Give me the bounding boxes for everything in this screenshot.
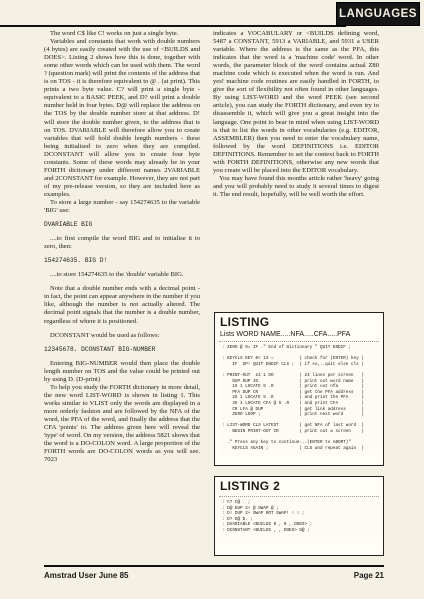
paragraph: Variables and constants that work with double numbers (4 bytes) are easily created with the use of <BUILDS and DOES>. Listing 2 shows how this is done, together with some other words which can be used with them. The word ? (question mark) will print the contents of the address that is on TOS - it is therefore equivalent to @ . (at print). This prints a two byte value. C? will print a single byte - equivalent to a BASIC PEEK, and D? will print a double number held in four bytes. D@ will replace the address on the TOS by the double number store at that address. D! will store the double number given, to the address that is on TOS. DVARIABLE will therefore allow you to create variables that will hold double length numbers - these being initialised to zero when they are compiled. DCONSTANT will allow you to create four byte constants. Some of these words may already be in your FORTH dictionary under different names 2VARIABLE and 2CONSTANT for example. However, they are not part of my pre-release version, so they are included here as examples. bbox=[44, 38, 200, 198]
page-number: Page 21 bbox=[353, 571, 384, 580]
listing-code: : C? C@ . ; : D@ DUP 2+ @ SWAP @ ; : D! DUP 2+ SWAP ROT SWAP! ! ! ; : D? D@ D. ; : DVARIABLE <BUILDS 0 , 0 , DOES> ; : DCONSTANT <BUILDS , , DOES> D@ ; bbox=[219, 496, 379, 537]
footer-rule bbox=[44, 565, 384, 567]
article-column-right bbox=[213, 30, 379, 199]
paragraph: The word C$ like C! works on just a single byte. bbox=[50, 30, 179, 37]
listing-2-box bbox=[214, 476, 384, 556]
paragraph: To help you study the FORTH dictionary in more detail, the new word LIST-WORD is shown in listing 1. This works similar to VLIST only the words are displayed in a more orderly fashion and are followed by the NFA of the word, the PFA of the word, and finally the address that the CFA 'points' to. The address given here will reveal the 'type' of word. On my version, the address 5821 shows that the word is a DO-COLON word. A large proportion of the FORTH words are DO-COLON words as you will see. 7023 bbox=[44, 383, 200, 464]
paragraph: Entering BIG-NUMBER would then place the double length number on TOS and the value could be printed out by using D. (D-print) bbox=[44, 359, 200, 383]
code-example: 12345678. DCONSTANT BIG-NUMBER bbox=[44, 345, 156, 353]
paragraph: To store a large number - say 154274635 to the variable 'BIG' use: bbox=[44, 198, 200, 215]
paragraph: indicates a VOCABULARY or <BUILDS defining word, 5487 a CONSTANT, 5913 a VARIABLE, and 5931 a USER variable. Where the address is the same as the PFA, this indicates that the word is a 'machine code' word. In other words, the parameter block of the word contains actual Z80 machine code which is executed when the word is run. And yes! machine code routines are easily handled in FORTH, to give the sort of flexibility not often found in other languages. By using LIST-WORD and the word PEEK (see second article), you can study the FORTH dictionary, and even try to disassemble it, which will give you a great insight into the language. One point to bear in mind when using LIST-WORD is that to list the words in other vocabularies (e.g. EDITOR, ASSEMBLER) then you need to enter the vocabulary name, followed by the word DEFINITIONS i.e. EDITOR DEFINITIONS. Remember to set the context back to FORTH with FORTH DEFINITIONS, otherwise any new words that you create will be placed into the EDITOR vocabulary. bbox=[213, 30, 379, 174]
paragraph: DCONSTANT would be used as follows: bbox=[50, 331, 160, 339]
header-rule bbox=[0, 25, 346, 27]
page-footer bbox=[0, 565, 424, 599]
listing-code: : ZERO @ 0= IF ." End of Dictionary " QUIT ENDIF ; : KEYCLS KEY 0< 13 = ( check for (ENTER) key ) IF SP! QUIT ENDIF CLS ; ( if so,..quit else cls ) : PRINT-OUT 24 1 DO ( 24 lines per screen ) DUP DUP ID. ( print out word name ) 15 1 LOCATE 5 .R ( print out nfa ) PFA DUP CR ( get the PFA address ) 25 1 LOCATE 5 .R ( and print the PFA ) 35 1 LOCATE CFA @ 5 .R ( and print CFA ) CR LFA @ DUP ( get link address ) ZERO LOOP ; ( print next word ) : LIST-WORD CLS LATEST ( get NFA of last word ) BEGIN PRINT-OUT CR ( print out a screen ) ." Press any key to continue...(ENTER to ABORT)" KEYCLS AGAIN ; ( CLS and repeat again ) bbox=[219, 341, 379, 454]
paragraph: Note that a double number ends with a decimal point - in fact, the point can appear anywhere in the number if you like, although the number is not actually altered. The decimal point signals that the number is a double number, regardless of where it is positioned. bbox=[44, 285, 200, 325]
listing-1-box bbox=[214, 312, 384, 466]
code-example: 154274635. BIG D! bbox=[44, 257, 108, 265]
listing-title: LISTING 2 bbox=[220, 479, 281, 493]
listing-subtitle: Lists WORD NAME.....NFA.....CFA.....PFA bbox=[220, 331, 351, 338]
code-example: DVARIABLE BIG bbox=[44, 221, 93, 229]
listing-title: LISTING bbox=[220, 315, 270, 329]
magazine-issue: Amstrad User June 85 bbox=[44, 571, 129, 580]
section-label: LANGUAGES bbox=[336, 2, 420, 26]
paragraph: ....to first compile the word BIG and to initialise it to zero, then: bbox=[44, 235, 200, 251]
article-column-left bbox=[44, 30, 200, 464]
page-header bbox=[0, 0, 424, 34]
paragraph: ....to store 154274635 to the 'double' variable BIG. bbox=[50, 271, 184, 279]
paragraph: You may have found this months article rather 'heavy' going and you will probably need to study it several times to digest it. The end result, hopefully, will be well worth the effort. bbox=[213, 174, 379, 198]
